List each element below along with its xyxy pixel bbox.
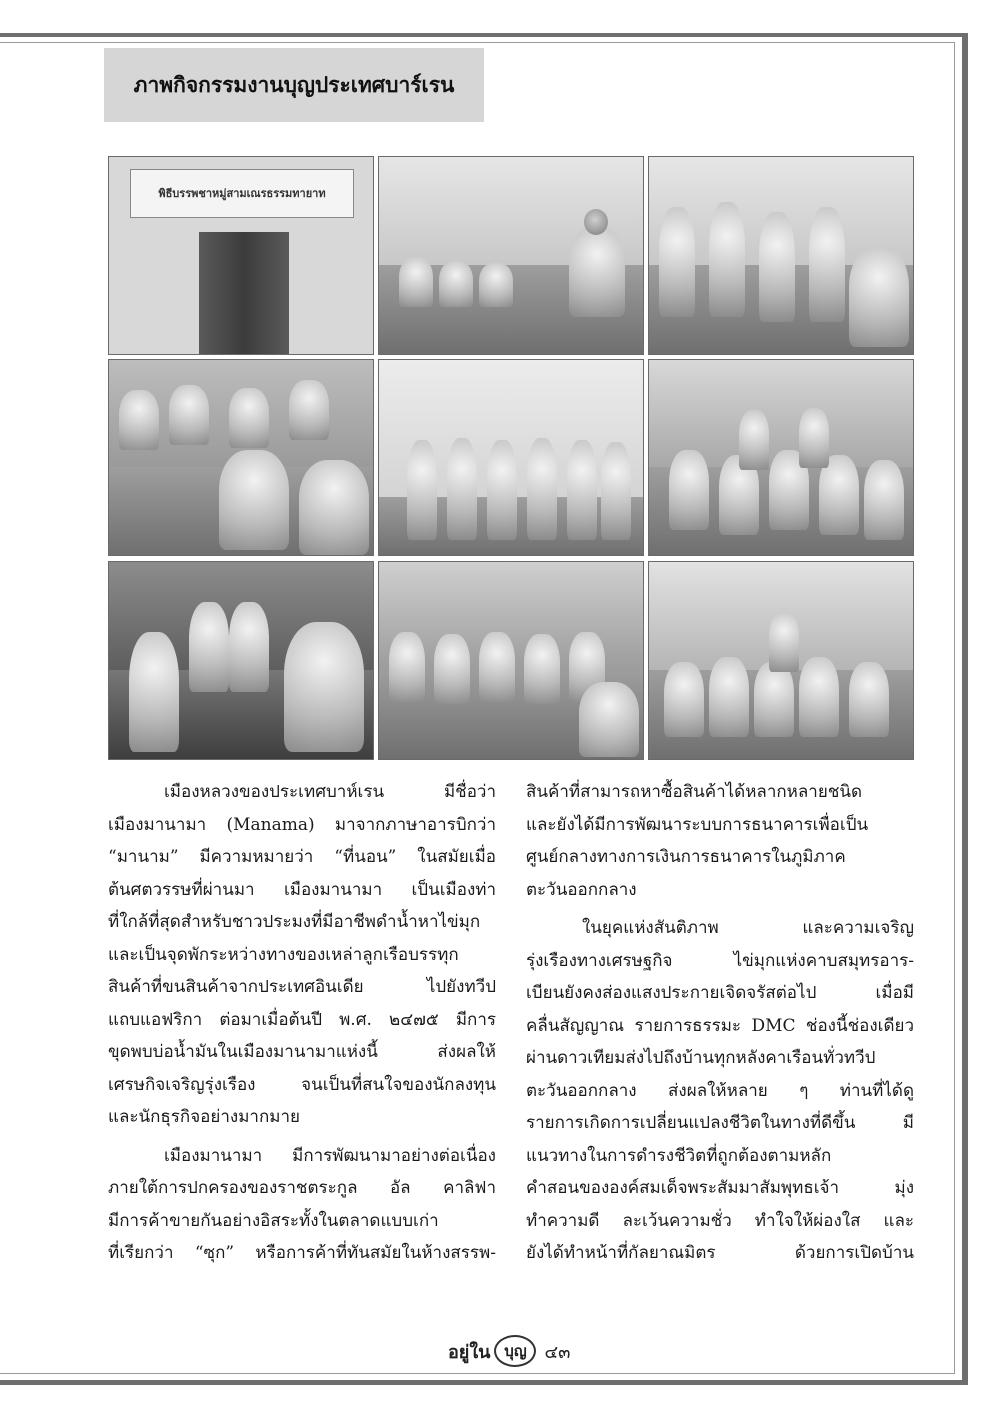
page-footer	[448, 1333, 570, 1369]
article-line: “มานาม” มีความหมายว่า “ที่นอน” ในสมัยเมื่อ	[108, 847, 496, 867]
article-line: ที่เรียกว่า “ซุก” หรือการค้าที่ทันสมัยในห้างสรรพ-	[108, 1243, 496, 1263]
article-line: สินค้าที่ขนสินค้าจากประเทศอินเดีย ไปยังทวีป	[108, 977, 496, 997]
article-line: เมืองหลวงของประเทศบาห์เรน มีชื่อว่า	[164, 782, 496, 802]
photo-grid	[108, 156, 914, 760]
article-line: และเป็นจุดพักระหว่างทางของเหล่าลูกเรือบรรทุก	[108, 944, 459, 965]
photo-door	[199, 232, 289, 354]
article-line: ที่ใกล้ที่สุดสำหรับชาวประมงที่มีอาชีพดำน้ำหาไข่มุก	[108, 912, 481, 932]
article-line: ในยุคแห่งสันติภาพ และความเจริญ	[582, 918, 914, 938]
photo-banner	[130, 169, 354, 218]
photo-monks-lineup	[378, 359, 644, 556]
page-number: ๔๓	[544, 1341, 571, 1363]
page-border-inner-top	[0, 42, 955, 43]
article-line: ตะวันออกกลาง ส่งผลให้หลาย ๆ ท่านที่ได้ดู	[526, 1080, 914, 1101]
article-line: และนักธุรกิจอย่างมากมาย	[108, 1107, 300, 1127]
article-line: ภายใต้การปกครองของราชตระกูล อัล คาลิฟา	[108, 1178, 496, 1198]
article-line: เมืองมานามา มีการพัฒนามาอย่างต่อเนื่อง	[164, 1145, 496, 1166]
article-line: ทำความดี ละเว้นความชั่ว ทำใจให้ผ่องใส และ	[526, 1210, 914, 1231]
article-line: มีการค้าขายกันอย่างอิสระทั้งในตลาดแบบเก่า	[108, 1210, 439, 1231]
photo-group-celebration	[648, 359, 914, 556]
article-line: เบียนยังคงส่องแสงประกายเจิดจรัสต่อไป เมื่อมี	[526, 983, 914, 1003]
article-line: ยังได้ทำหน้าที่กัลยาณมิตร ด้วยการเปิดบ้าน	[526, 1243, 914, 1263]
section-title-box	[104, 48, 484, 122]
article-line: ผ่านดาวเทียมส่งไปถึงบ้านทุกหลังคาเรือนทั่วทวีป	[526, 1048, 876, 1068]
page-border-top	[0, 33, 968, 37]
article-line: สินค้าที่สามารถหาซื้อสินค้าได้หลากหลายชนิด	[526, 782, 863, 802]
article-line: คำสอนขององค์สมเด็จพระสัมมาสัมพุทธเจ้า มุ่ง	[526, 1178, 914, 1198]
photo-gathering-room	[378, 561, 644, 760]
footer-logo-text: อยู่ใน	[448, 1341, 491, 1363]
page-border-inner-bottom	[0, 1373, 955, 1374]
article-line: และยังได้มีการพัฒนาระบบการธนาคารเพื่อเป็น	[526, 814, 869, 835]
article-line: แถบแอฟริกา ต่อมาเมื่อต้นปี พ.ศ. ๒๔๗๕ มีการ	[108, 1009, 496, 1030]
article-column-left	[108, 776, 496, 1270]
photo-crowd-offering	[108, 359, 374, 556]
page-border-inner-right	[954, 42, 955, 1374]
article-line: ศูนย์กลางทางการเงินการธนาคารในภูมิภาค	[526, 847, 846, 867]
article-line: แนวทางในการดำรงชีวิตที่ถูกต้องตามหลัก	[526, 1145, 832, 1166]
photo-ordination-entrance	[108, 156, 374, 355]
article-line: ขุดพบบ่อน้ำมันในเมืองมานามาแห่งนี้ ส่งผลให้	[108, 1042, 496, 1062]
article-line: คลื่นสัญญาณ รายการธรรมะ DMC ช่องนี้ช่องเดียว	[526, 1015, 914, 1036]
page-border-bottom	[0, 1380, 968, 1385]
article-line: รุ่งเรืองทางเศรษฐกิจ ไข่มุกแห่งคาบสมุทรอาร-	[526, 950, 914, 971]
article-line: รายการเกิดการเปลี่ยนแปลงชีวิตในทางที่ดีขึ้น มี	[526, 1113, 914, 1133]
article-line: เศรษกิจเจริญรุ่งเรือง จนเป็นที่สนใจของนักลงทุน	[108, 1074, 496, 1095]
section-title: ภาพกิจกรรมงานบุญประเทศบาร์เรน	[133, 71, 455, 97]
article-column-right	[526, 776, 914, 1270]
photo-monks-standing	[648, 156, 914, 355]
page-border-right	[962, 33, 968, 1385]
photo-banner-text: พิธีบรรพชาหมู่สามเณรธรรมทายาท	[158, 187, 326, 201]
footer-logo-badge: บุญ	[494, 1335, 536, 1367]
photo-group-seated	[648, 561, 914, 760]
photo-monk-sermon	[378, 156, 644, 355]
article-line: ต้นศตวรรษที่ผ่านมา เมืองมานามา เป็นเมืองท่า	[108, 879, 496, 900]
article-line: ตะวันออกกลาง	[526, 879, 637, 900]
photo-offering-to-monk	[108, 561, 374, 760]
article-line: เมืองมานามา (Manama) มาจากภาษาอารบิกว่า	[108, 814, 496, 835]
